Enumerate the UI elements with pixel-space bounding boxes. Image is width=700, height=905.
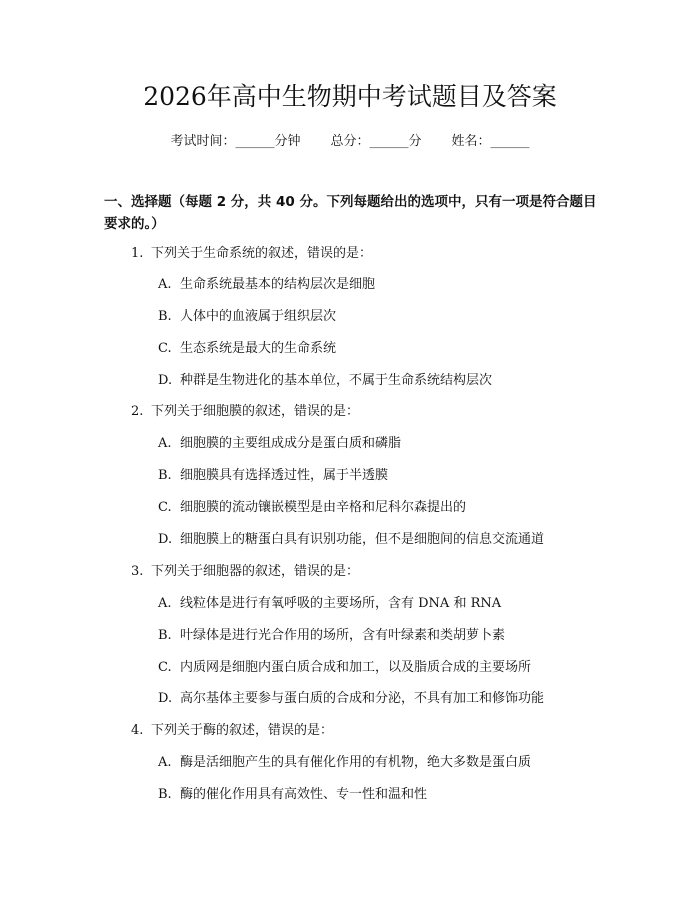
question-number: 3. [131,564,144,579]
option-2c [158,499,466,517]
question-4 [131,722,333,740]
option-text: 细胞膜的主要组成成分是蛋白质和磷脂 [180,436,402,451]
option-letter: A. [158,596,172,611]
student-name: 姓名：______ [451,134,530,149]
question-text: 下列关于生命系统的叙述，错误的是： [151,246,373,261]
question-number: 2. [131,404,144,419]
option-text: 线粒体是进行有氧呼吸的主要场所，含有 DNA 和 RNA [180,596,502,611]
option-letter: A. [158,436,172,451]
option-letter: A. [158,755,172,770]
option-letter: C. [158,341,172,356]
option-letter: D. [158,691,173,706]
question-1 [131,245,372,263]
option-3c [158,659,531,677]
option-text: 人体中的血液属于组织层次 [180,309,337,324]
option-text: 细胞膜上的糖蛋白具有识别功能，但不是细胞间的信息交流通道 [180,532,545,547]
option-letter: D. [158,532,173,547]
option-text: 酶是活细胞产生的具有催化作用的有机物，绝大多数是蛋白质 [180,755,532,770]
question-text: 下列关于细胞器的叙述，错误的是： [151,564,360,579]
option-letter: B. [158,787,172,802]
option-3d [158,690,544,708]
option-4a [158,754,531,772]
option-text: 叶绿体是进行光合作用的场所，含有叶绿素和类胡萝卜素 [180,628,506,643]
option-text: 内质网是细胞内蛋白质合成和加工，以及脂质合成的主要场所 [180,660,532,675]
option-text: 细胞膜的流动镶嵌模型是由辛格和尼科尔森提出的 [180,500,467,515]
option-letter: C. [158,500,172,515]
option-text: 生态系统是最大的生命系统 [180,341,337,356]
option-4b [158,786,427,804]
option-1b [158,308,336,326]
page-title: 2026年高中生物期中考试题目及答案 [143,82,557,111]
exam-time: 考试时间：______分钟 [170,134,301,149]
option-3b [158,627,505,645]
question-number: 1. [131,246,144,261]
option-text: 生命系统最基本的结构层次是细胞 [180,277,376,292]
option-2d [158,531,544,549]
option-letter: B. [158,628,172,643]
question-number: 4. [131,723,144,738]
total-score: 总分：______分 [330,134,422,149]
option-2a [158,435,401,453]
option-1d [158,372,492,390]
option-letter: C. [158,660,172,675]
question-text: 下列关于酶的叙述，错误的是： [151,723,334,738]
option-letter: A. [158,277,172,292]
option-letter: D. [158,373,173,388]
option-text: 细胞膜具有选择透过性，属于半透膜 [180,468,389,483]
option-1c [158,340,336,358]
option-text: 高尔基体主要参与蛋白质的合成和分泌，不具有加工和修饰功能 [180,691,545,706]
option-3a [158,595,501,613]
option-text: 种群是生物进化的基本单位，不属于生命系统结构层次 [180,373,493,388]
option-text: 酶的催化作用具有高效性、专一性和温和性 [180,787,428,802]
option-letter: B. [158,468,172,483]
section-heading: 一、选择题（每题 2 分，共 40 分。下列每题给出的选项中，只有一项是符合题目要求的。） [104,194,597,232]
question-3 [131,563,359,581]
exam-info-line [0,133,700,151]
question-2 [131,403,359,421]
option-letter: B. [158,309,172,324]
option-2b [158,467,388,485]
option-1a [158,276,375,294]
question-text: 下列关于细胞膜的叙述，错误的是： [151,404,360,419]
